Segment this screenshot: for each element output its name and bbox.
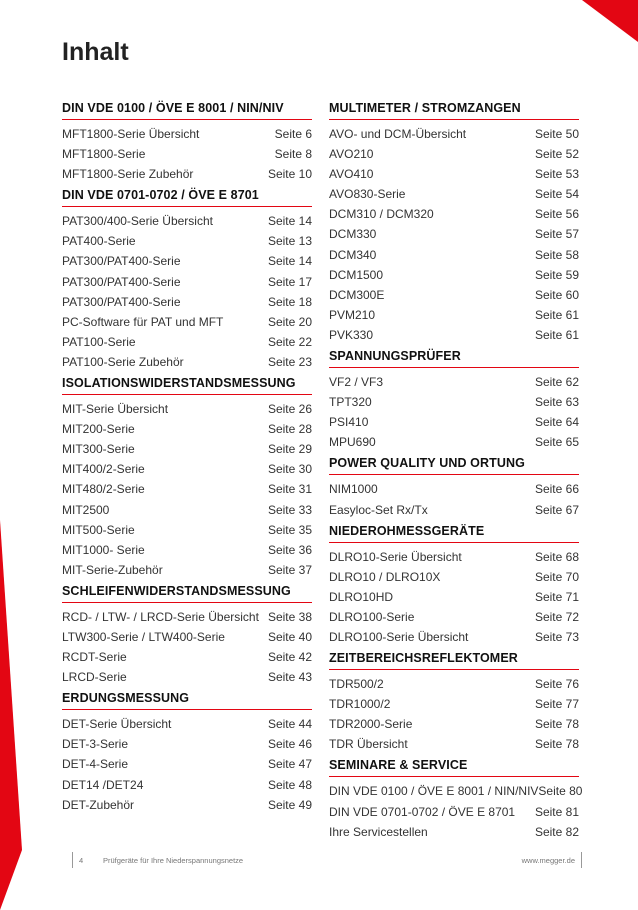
- toc-entry-page: Seite 78: [534, 717, 579, 732]
- toc-entry[interactable]: [62, 647, 312, 667]
- footer-page-number: 4: [79, 855, 84, 865]
- toc-entry[interactable]: [329, 245, 579, 265]
- toc-entry[interactable]: [329, 802, 579, 822]
- toc-entry[interactable]: [329, 412, 579, 432]
- toc-entry[interactable]: [62, 754, 312, 774]
- section-heading: MULTIMETER / STROMZANGEN: [329, 97, 579, 120]
- toc-entry-label: RCDT-Serie: [62, 650, 127, 665]
- toc-entry-label: LTW300-Serie / LTW400-Serie: [62, 629, 225, 644]
- toc-entry-label: PC-Software für PAT und MFT: [62, 314, 224, 329]
- page-title: Inhalt: [62, 38, 129, 66]
- toc-entry-page: Seite 10: [267, 167, 312, 182]
- toc-entry[interactable]: [62, 312, 312, 332]
- toc-entry-page: Seite 13: [267, 234, 312, 249]
- toc-entry-label: TPT320: [329, 395, 372, 410]
- toc-entry-label: Easyloc-Set Rx/Tx: [329, 502, 428, 517]
- page-footer: [72, 852, 582, 868]
- toc-entry-label: TDR Übersicht: [329, 737, 408, 752]
- toc-entry-label: DET-Zubehör: [62, 797, 135, 812]
- toc-entry-page: Seite 52: [534, 147, 579, 162]
- toc-entry-label: MPU690: [329, 435, 376, 450]
- toc-entry-label: PAT100-Serie Zubehör: [62, 354, 184, 369]
- toc-entry-page: Seite 66: [534, 482, 579, 497]
- toc-entry[interactable]: [329, 694, 579, 714]
- toc-entry-label: PAT400-Serie: [62, 234, 136, 249]
- toc-entry[interactable]: [62, 211, 312, 231]
- toc-entry-label: PSI410: [329, 415, 369, 430]
- toc-entry[interactable]: [329, 674, 579, 694]
- toc-entry[interactable]: [329, 714, 579, 734]
- toc-entry-page: Seite 8: [274, 147, 312, 162]
- toc-entry-label: PAT100-Serie: [62, 334, 136, 349]
- toc-entry[interactable]: [62, 164, 312, 184]
- toc-entry-label: DLRO10-Serie Übersicht: [329, 549, 462, 564]
- toc-entry-page: Seite 31: [267, 482, 312, 497]
- toc-entry[interactable]: [62, 292, 312, 312]
- toc-entry[interactable]: [62, 500, 312, 520]
- toc-entry-label: AVO410: [329, 167, 374, 182]
- toc-entry-label: LRCD-Serie: [62, 670, 127, 685]
- toc-entry-page: Seite 37: [267, 562, 312, 577]
- section-heading: POWER QUALITY UND ORTUNG: [329, 452, 579, 475]
- section-heading: DIN VDE 0701-0702 / ÖVE E 8701: [62, 184, 312, 207]
- toc-entry-label: AVO830-Serie: [329, 187, 406, 202]
- toc-entry[interactable]: [329, 479, 579, 499]
- toc-entry-label: DCM330: [329, 227, 377, 242]
- toc-entry-label: PAT300/400-Serie Übersicht: [62, 214, 213, 229]
- toc-entry[interactable]: [62, 144, 312, 164]
- toc-entry-label: MFT1800-Serie Übersicht: [62, 127, 200, 141]
- toc-entry[interactable]: [62, 459, 312, 479]
- toc-entry-label: DET-3-Serie: [62, 737, 129, 752]
- toc-entry-page: Seite 60: [534, 287, 579, 302]
- toc-entry[interactable]: [329, 822, 579, 842]
- section-heading: DIN VDE 0100 / ÖVE E 8001 / NIN/NIV: [62, 97, 312, 120]
- toc-entry[interactable]: [62, 272, 312, 292]
- toc-entry[interactable]: [62, 734, 312, 754]
- toc-entry-page: Seite 63: [534, 395, 579, 410]
- toc-entry-page: Seite 29: [267, 442, 312, 457]
- toc-entry[interactable]: [62, 251, 312, 271]
- toc-entry-page: Seite 49: [267, 797, 312, 812]
- toc-entry-page: Seite 67: [534, 502, 579, 517]
- toc-entry-page: Seite 6: [274, 127, 312, 141]
- toc-entry[interactable]: [62, 540, 312, 560]
- toc-entry-page: Seite 26: [267, 402, 312, 417]
- toc-entry-page: Seite 22: [267, 334, 312, 349]
- left-edge-accent-shape: [0, 520, 22, 910]
- toc-entry-label: PAT300/PAT400-Serie: [62, 294, 181, 309]
- toc-entry-label: DCM1500: [329, 267, 384, 282]
- toc-entry-page: Seite 33: [267, 502, 312, 517]
- toc-section: [329, 345, 579, 452]
- toc-section: [329, 452, 579, 519]
- toc-section: [62, 97, 312, 184]
- toc-entry-page: Seite 54: [534, 187, 579, 202]
- toc-entry-label: MIT1000- Serie: [62, 542, 145, 557]
- toc-entry[interactable]: [62, 775, 312, 795]
- corner-accent-shape: [582, 0, 638, 42]
- toc-section: [62, 687, 312, 814]
- toc-entry-label: DLRO10HD: [329, 589, 394, 604]
- toc-entry-label: DCM340: [329, 247, 377, 262]
- toc-section: [329, 647, 579, 754]
- toc-entry[interactable]: [62, 667, 312, 687]
- toc-entry[interactable]: [62, 520, 312, 540]
- toc-section: [329, 520, 579, 647]
- toc-entry-page: Seite 76: [534, 677, 579, 692]
- toc-entry-page: Seite 35: [267, 522, 312, 537]
- toc-entry-label: MIT500-Serie: [62, 522, 135, 537]
- toc-entry[interactable]: [62, 332, 312, 352]
- toc-entry[interactable]: [329, 432, 579, 452]
- toc-entry-page: Seite 36: [267, 542, 312, 557]
- toc-entry-label: DCM300E: [329, 287, 385, 302]
- toc-entry-page: Seite 18: [267, 294, 312, 309]
- toc-entry[interactable]: [62, 479, 312, 499]
- toc-entry-page: Seite 17: [267, 274, 312, 289]
- toc-entry-label: TDR2000-Serie: [329, 717, 413, 732]
- toc-entry[interactable]: [329, 325, 579, 345]
- toc-entry-label: RCD- / LTW- / LRCD-Serie Übersicht: [62, 609, 259, 624]
- toc-entry-label: MFT1800-Serie: [62, 147, 146, 162]
- toc-entry-page: Seite 23: [267, 354, 312, 369]
- toc-entry[interactable]: [329, 734, 579, 754]
- toc-entry-page: Seite 68: [534, 549, 579, 564]
- toc-entry-label: MFT1800-Serie Zubehör: [62, 167, 194, 182]
- toc-entry[interactable]: [329, 607, 579, 627]
- toc-entry-page: Seite 42: [267, 650, 312, 665]
- toc-entry[interactable]: [62, 714, 312, 734]
- toc-entry-page: Seite 40: [267, 629, 312, 644]
- toc-entry[interactable]: [329, 500, 579, 520]
- toc-entry-page: Seite 46: [267, 737, 312, 752]
- toc-entry-page: Seite 71: [534, 589, 579, 604]
- toc-entry-label: VF2 / VF3: [329, 375, 384, 390]
- toc-entry[interactable]: [329, 184, 579, 204]
- toc-entry[interactable]: [329, 547, 579, 567]
- toc-section: [62, 372, 312, 580]
- toc-entry[interactable]: [329, 224, 579, 244]
- toc-entry-page: Seite 48: [267, 777, 312, 792]
- toc-entry[interactable]: [329, 305, 579, 325]
- toc-entry-label: DET-Serie Übersicht: [62, 717, 172, 732]
- toc-entry-page: Seite 53: [534, 167, 579, 182]
- toc-entry-page: Seite 14: [267, 214, 312, 229]
- toc-section: [62, 580, 312, 687]
- toc-entry-label: MIT200-Serie: [62, 422, 135, 437]
- toc-entry[interactable]: [62, 419, 312, 439]
- toc-entry-page: Seite 43: [267, 670, 312, 685]
- toc-entry[interactable]: [329, 285, 579, 305]
- toc-entry-label: DLRO100-Serie Übersicht: [329, 629, 469, 644]
- toc-entry[interactable]: [329, 587, 579, 607]
- toc-entry-label: NIM1000: [329, 482, 378, 497]
- toc-entry[interactable]: [62, 795, 312, 815]
- toc-entry-label: PVM210: [329, 307, 376, 322]
- toc-entry-page: Seite 72: [534, 609, 579, 624]
- toc-entry[interactable]: [62, 560, 312, 580]
- toc-entry[interactable]: [329, 567, 579, 587]
- toc-entry[interactable]: [62, 439, 312, 459]
- section-heading: SCHLEIFENWIDERSTANDSMESSUNG: [62, 580, 312, 603]
- toc-entry[interactable]: [329, 164, 579, 184]
- toc-entry-label: DLRO10 / DLRO10X: [329, 569, 441, 584]
- toc-entry[interactable]: [329, 124, 579, 144]
- toc-section: [329, 97, 579, 345]
- toc-entry[interactable]: [329, 265, 579, 285]
- toc-entry-page: Seite 20: [267, 314, 312, 329]
- toc-entry-page: Seite 56: [534, 207, 579, 222]
- toc-entry-page: Seite 81: [534, 804, 579, 819]
- toc-entry-page: Seite 44: [267, 717, 312, 732]
- toc-entry-label: AVO- und DCM-Übersicht: [329, 127, 467, 141]
- toc-entry[interactable]: [329, 144, 579, 164]
- toc-entry-page: Seite 80: [538, 784, 583, 799]
- toc-entry-page: Seite 70: [534, 569, 579, 584]
- footer-url[interactable]: www.megger.de: [521, 855, 575, 865]
- toc-entry-label: DET14 /DET24: [62, 777, 144, 792]
- toc-entry-label: MIT-Serie Übersicht: [62, 402, 169, 417]
- toc-entry-label: Ihre Servicestellen: [329, 824, 428, 839]
- toc-entry[interactable]: [62, 627, 312, 647]
- toc-entry-label: TDR500/2: [329, 677, 384, 692]
- toc-entry[interactable]: [62, 231, 312, 251]
- toc-entry-page: Seite 47: [267, 757, 312, 772]
- toc-entry-label: DIN VDE 0701-0702 / ÖVE E 8701: [329, 804, 516, 819]
- toc-section: [62, 184, 312, 372]
- toc-entry-page: Seite 14: [267, 254, 312, 269]
- toc-entry-label: DIN VDE 0100 / ÖVE E 8001 / NIN/NIV: [329, 784, 539, 799]
- toc-entry-label: DLRO100-Serie: [329, 609, 415, 624]
- section-heading: SPANNUNGSPRÜFER: [329, 345, 579, 368]
- toc-entry-page: Seite 65: [534, 435, 579, 450]
- toc-entry-page: Seite 61: [534, 327, 579, 342]
- toc-entry[interactable]: [329, 627, 579, 647]
- toc-entry[interactable]: [329, 204, 579, 224]
- section-heading: SEMINARE & SERVICE: [329, 754, 579, 777]
- toc-entry-page: Seite 82: [534, 824, 579, 839]
- toc-entry-label: AVO210: [329, 147, 374, 162]
- right-column: [329, 97, 583, 842]
- toc-entry[interactable]: [329, 781, 583, 801]
- toc-entry[interactable]: [62, 399, 312, 419]
- toc-entry-page: Seite 64: [534, 415, 579, 430]
- section-heading: ERDUNGSMESSUNG: [62, 687, 312, 710]
- toc-entry[interactable]: [62, 607, 312, 627]
- toc-entry-label: TDR1000/2: [329, 697, 391, 712]
- toc-entry-page: Seite 50: [534, 127, 579, 141]
- toc-entry-label: DCM310 / DCM320: [329, 207, 434, 222]
- toc-entry-page: Seite 38: [267, 609, 312, 624]
- left-column: [62, 97, 312, 815]
- toc-entry-label: MIT400/2-Serie: [62, 462, 145, 477]
- toc-entry-label: PAT300/PAT400-Serie: [62, 274, 181, 289]
- toc-entry[interactable]: [329, 392, 579, 412]
- toc-entry-label: MIT-Serie-Zubehör: [62, 562, 163, 577]
- toc-entry-label: PAT300/PAT400-Serie: [62, 254, 181, 269]
- toc-entry-page: Seite 77: [534, 697, 579, 712]
- toc-entry-page: Seite 59: [534, 267, 579, 282]
- toc-section: [329, 754, 583, 841]
- footer-text: Prüfgeräte für Ihre Niederspannungsnetze: [103, 855, 244, 865]
- section-heading: ISOLATIONSWIDERSTANDSMESSUNG: [62, 372, 312, 395]
- toc-entry[interactable]: [62, 124, 312, 144]
- toc-entry-page: Seite 28: [267, 422, 312, 437]
- toc-entry-page: Seite 30: [267, 462, 312, 477]
- toc-entry-label: MIT480/2-Serie: [62, 482, 145, 497]
- toc-entry-page: Seite 78: [534, 737, 579, 752]
- toc-entry-page: Seite 62: [534, 375, 579, 390]
- section-heading: NIEDEROHMESSGERÄTE: [329, 520, 579, 543]
- toc-entry-label: MIT300-Serie: [62, 442, 135, 457]
- toc-entry-page: Seite 57: [534, 227, 579, 242]
- section-heading: ZEITBEREICHSREFLEKTOMER: [329, 647, 579, 670]
- toc-entry[interactable]: [62, 352, 312, 372]
- toc-entry[interactable]: [329, 372, 579, 392]
- toc-entry-label: MIT2500: [62, 502, 110, 517]
- toc-entry-page: Seite 61: [534, 307, 579, 322]
- toc-entry-label: PVK330: [329, 327, 374, 342]
- toc-entry-page: Seite 58: [534, 247, 579, 262]
- toc-entry-page: Seite 73: [534, 629, 579, 644]
- toc-entry-label: DET-4-Serie: [62, 757, 129, 772]
